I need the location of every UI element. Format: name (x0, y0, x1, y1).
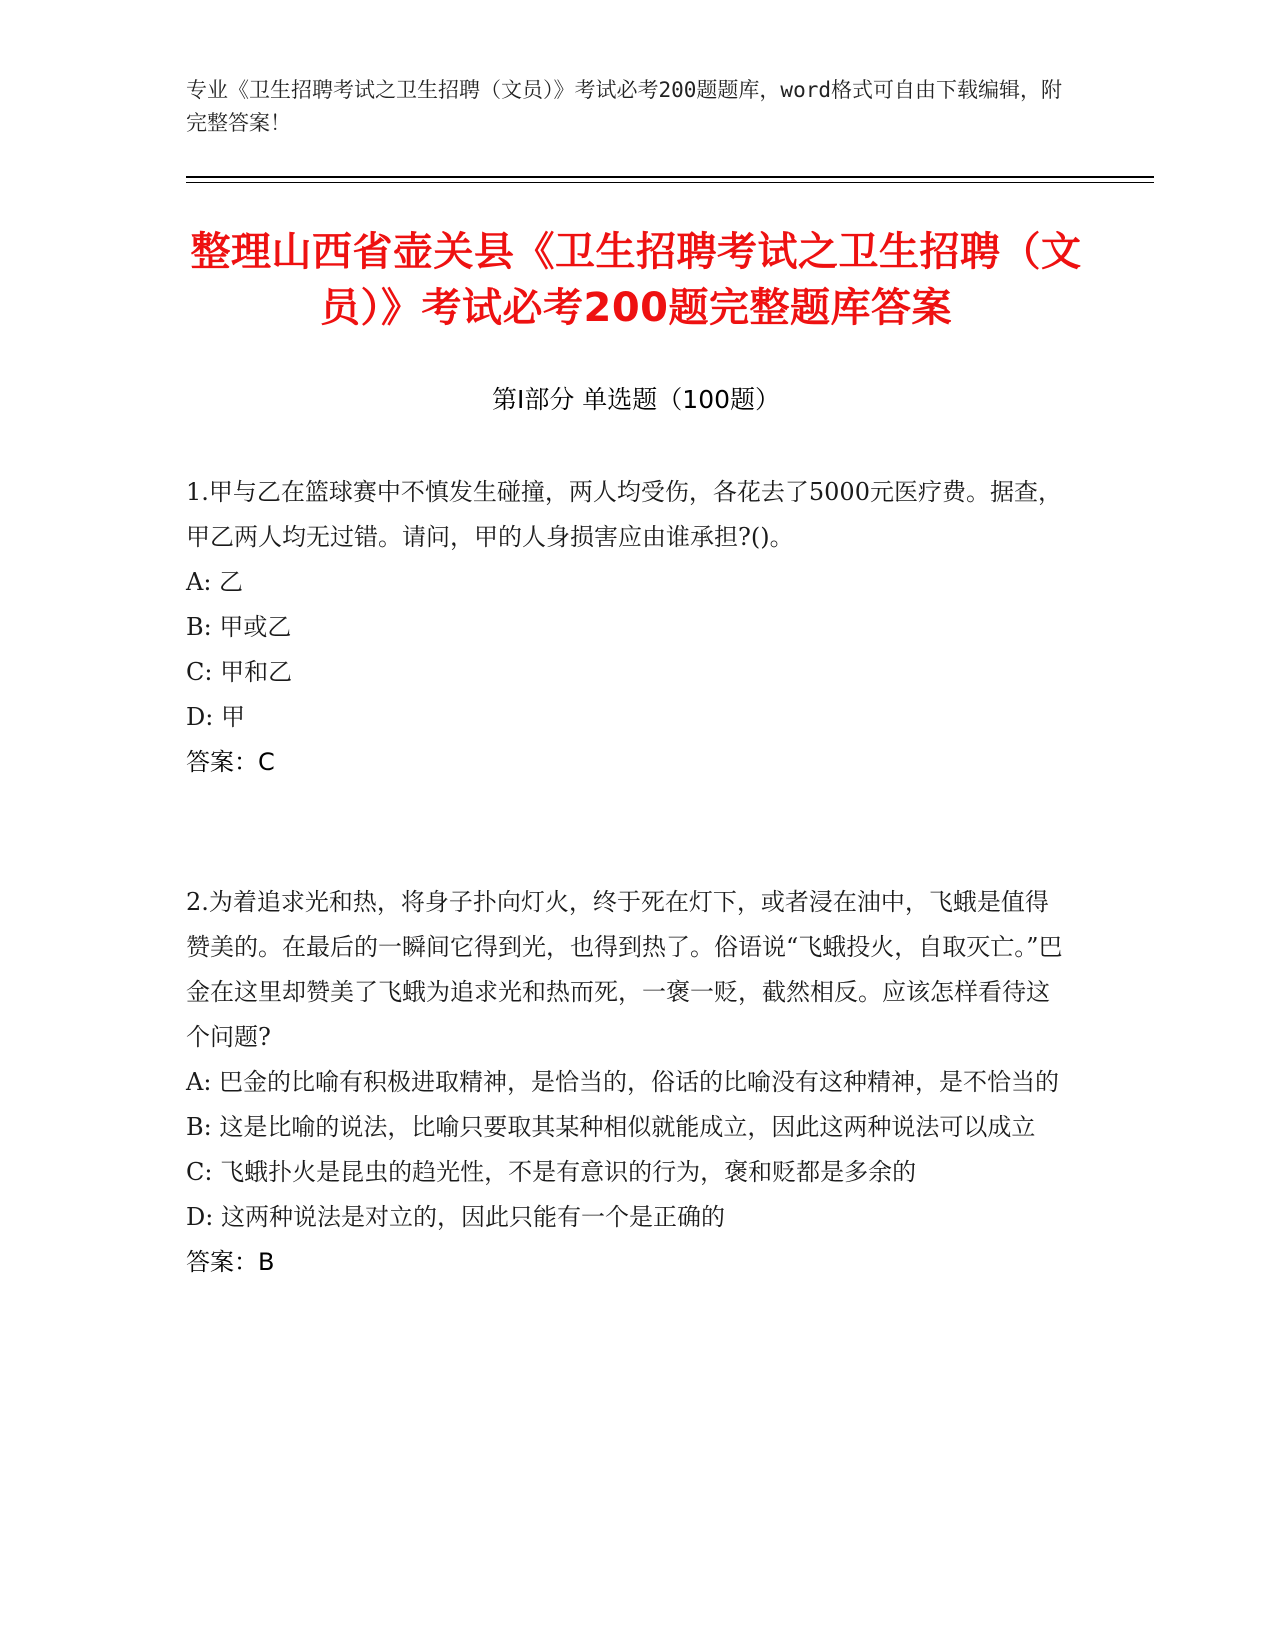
question-2 (186, 880, 1066, 1285)
option-d: D: 这两种说法是对立的，因此只能有一个是正确的 (186, 1203, 725, 1231)
option-c: C: 飞蛾扑火是昆虫的趋光性，不是有意识的行为，褒和贬都是多余的 (186, 1158, 917, 1186)
question-stem: 2.为着追求光和热，将身子扑向灯火，终于死在灯下，或者浸在油中，飞蛾是值得赞美的。在最后的一瞬间它得到光，也得到热了。俗语说“飞蛾投火，自取灭亡。”巴金在这里却赞美了飞蛾为追求光和热而死，一褒一贬，截然相反。应该怎样看待这个问题? (186, 888, 1063, 1051)
option-a: A: 乙 (186, 568, 244, 596)
option-c: C: 甲和乙 (186, 658, 293, 686)
question-stem: 1.甲与乙在篮球赛中不慎发生碰撞，两人均受伤，各花去了5000元医疗费。据查，甲乙两人均无过错。请问，甲的人身损害应由谁承担?()。 (186, 478, 1062, 551)
option-b: B: 甲或乙 (186, 613, 292, 641)
answer: 答案：B (186, 1248, 275, 1276)
header-note: 专业《卫生招聘考试之卫生招聘（文员）》考试必考200题题库，word格式可自由下载编辑，附完整答案！ (186, 78, 1062, 135)
header-rule-thin (186, 182, 1154, 183)
section-heading: 第I部分 单选题（100题） (491, 385, 781, 414)
option-a: A: 巴金的比喻有积极进取精神，是恰当的，俗话的比喻没有这种精神，是不恰当的 (186, 1068, 1060, 1096)
answer: 答案：C (186, 748, 275, 776)
document-title: 整理山西省壶关县《卫生招聘考试之卫生招聘（文员）》考试必考200题完整题库答案 (190, 229, 1082, 331)
option-b: B: 这是比喻的说法，比喻只要取其某种相似就能成立，因此这两种说法可以成立 (186, 1113, 1036, 1141)
question-1 (186, 470, 1066, 785)
header-rule-thick (186, 176, 1154, 178)
option-d: D: 甲 (186, 703, 245, 731)
